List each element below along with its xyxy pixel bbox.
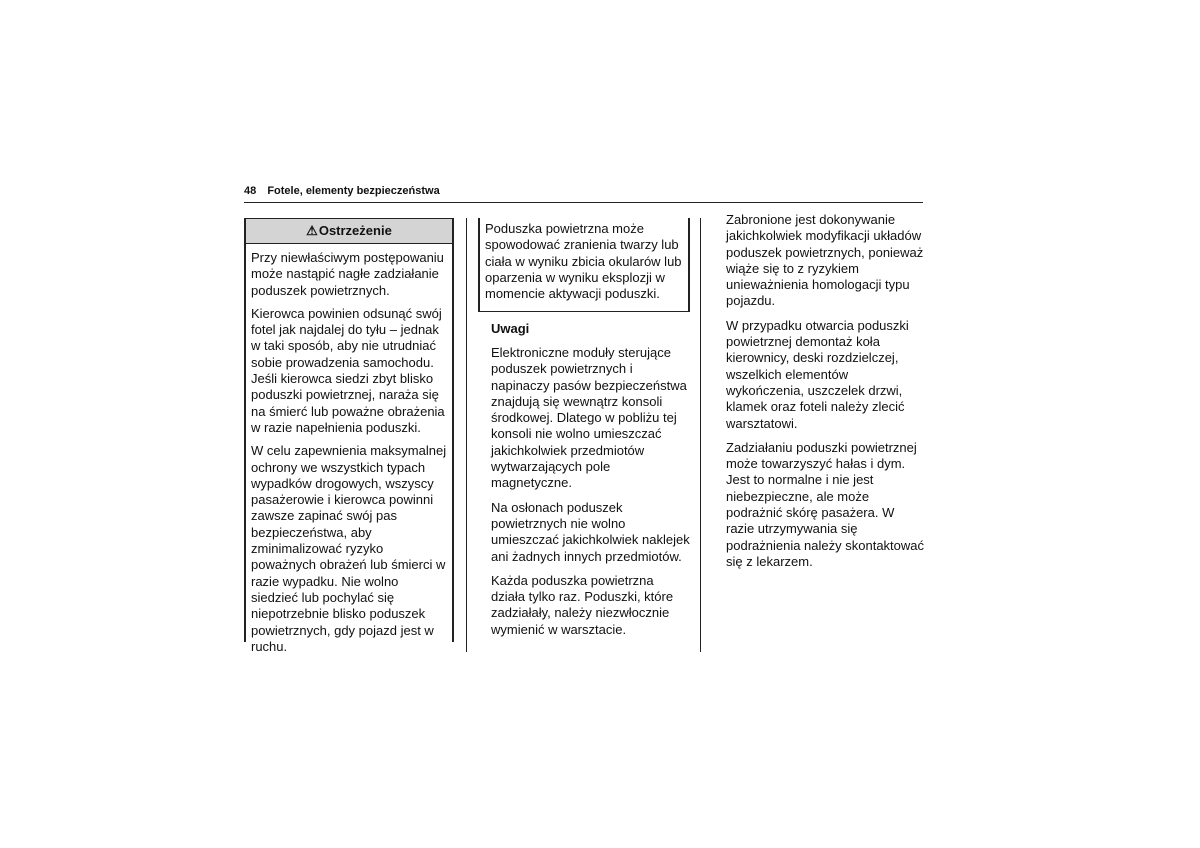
notes-paragraph: Każda poduszka powietrzna działa tylko raz. Poduszki, które zadziałały, należy niezwłocznie wymienić w warsztacie. bbox=[491, 572, 674, 637]
notes-paragraph: Elektroniczne moduły sterujące poduszek powietrznych i napinaczy pasów bezpieczeństwa znajdują się wewnątrz konsoli środkowej. Dlatego w pobliżu tej konsoli nie wolno umieszczać jakichkolwiek przedmiotów wytwarzających pole magnetyczne. bbox=[491, 345, 687, 491]
warning-triangle-icon: ⚠ bbox=[306, 223, 318, 238]
column-3-text bbox=[726, 212, 926, 578]
warning-body bbox=[246, 244, 452, 655]
warning-paragraph: Przy niewłaściwym postępowaniu może nastąpić nagłe zadziałanie poduszek powietrznych. bbox=[251, 250, 444, 298]
notes-paragraph: Na osłonach poduszek powietrznych nie wolno umieszczać jakichkolwiek naklejek ani żadnych innych przedmiotów. bbox=[491, 499, 690, 564]
warning-continuation-text: Poduszka powietrzna może spowodować zranienia twarzy lub ciała w wyniku zbicia okularów lub oparzenia w wyniku eksplozji w momencie aktywacji poduszki. bbox=[485, 221, 682, 302]
column-divider bbox=[700, 218, 701, 652]
body-paragraph: W przypadku otwarcia poduszki powietrznej demontaż koła kierownicy, deski rozdzielczej, wszelkich elementów wykończenia, uszczelek drzwi, klamek oraz foteli należy zlecić warsztatowi. bbox=[726, 317, 909, 431]
section-title: Fotele, elementy bezpieczeństwa bbox=[267, 185, 440, 197]
notes-section bbox=[491, 321, 691, 646]
page-number: 48 bbox=[244, 185, 257, 197]
warning-title: Ostrzeżenie bbox=[318, 223, 392, 238]
page-header bbox=[244, 184, 923, 203]
column-divider bbox=[466, 218, 467, 652]
body-paragraph: Zabronione jest dokonywanie jakichkolwiek modyfikacji układów poduszek powietrznych, ponieważ wiąże się to z ryzykiem unieważnienia homologacji typu pojazdu. bbox=[726, 212, 924, 309]
warning-heading bbox=[246, 219, 452, 244]
warning-paragraph: W celu zapewnienia maksymalnej ochrony we wszystkich typach wypadków drogowych, wszyscy pasażerowie i kierowca powinni zawsze zapinać swój pas bezpieczeństwa, aby zminimalizować ryzyko poważnych obrażeń lub śmierci w razie wypadku. Nie wolno siedzieć lub pochylać się niepotrzebnie blisko poduszek powietrznych, gdy pojazd jest w ruchu. bbox=[251, 443, 447, 654]
warning-continuation-box bbox=[478, 218, 690, 312]
notes-heading: Uwagi bbox=[491, 321, 530, 336]
warning-paragraph: Kierowca powinien odsunąć swój fotel jak najdalej do tyłu – jednak w taki sposób, aby nie utrudniać sobie prowadzenia samochodu. Jeśli kierowca siedzi zbyt blisko poduszki powietrznej, naraża się na śmierć lub poważne obrażenia w razie napełnienia poduszki. bbox=[251, 305, 445, 435]
warning-box bbox=[244, 218, 454, 654]
body-paragraph: Zadziałaniu poduszki powietrznej może towarzyszyć hałas i dym. Jest to normalne i nie jest niebezpieczne, ale może podrażnić skórę pasażera. W razie utrzymywania się podrażnienia należy skontaktować się z lekarzem. bbox=[726, 439, 925, 569]
